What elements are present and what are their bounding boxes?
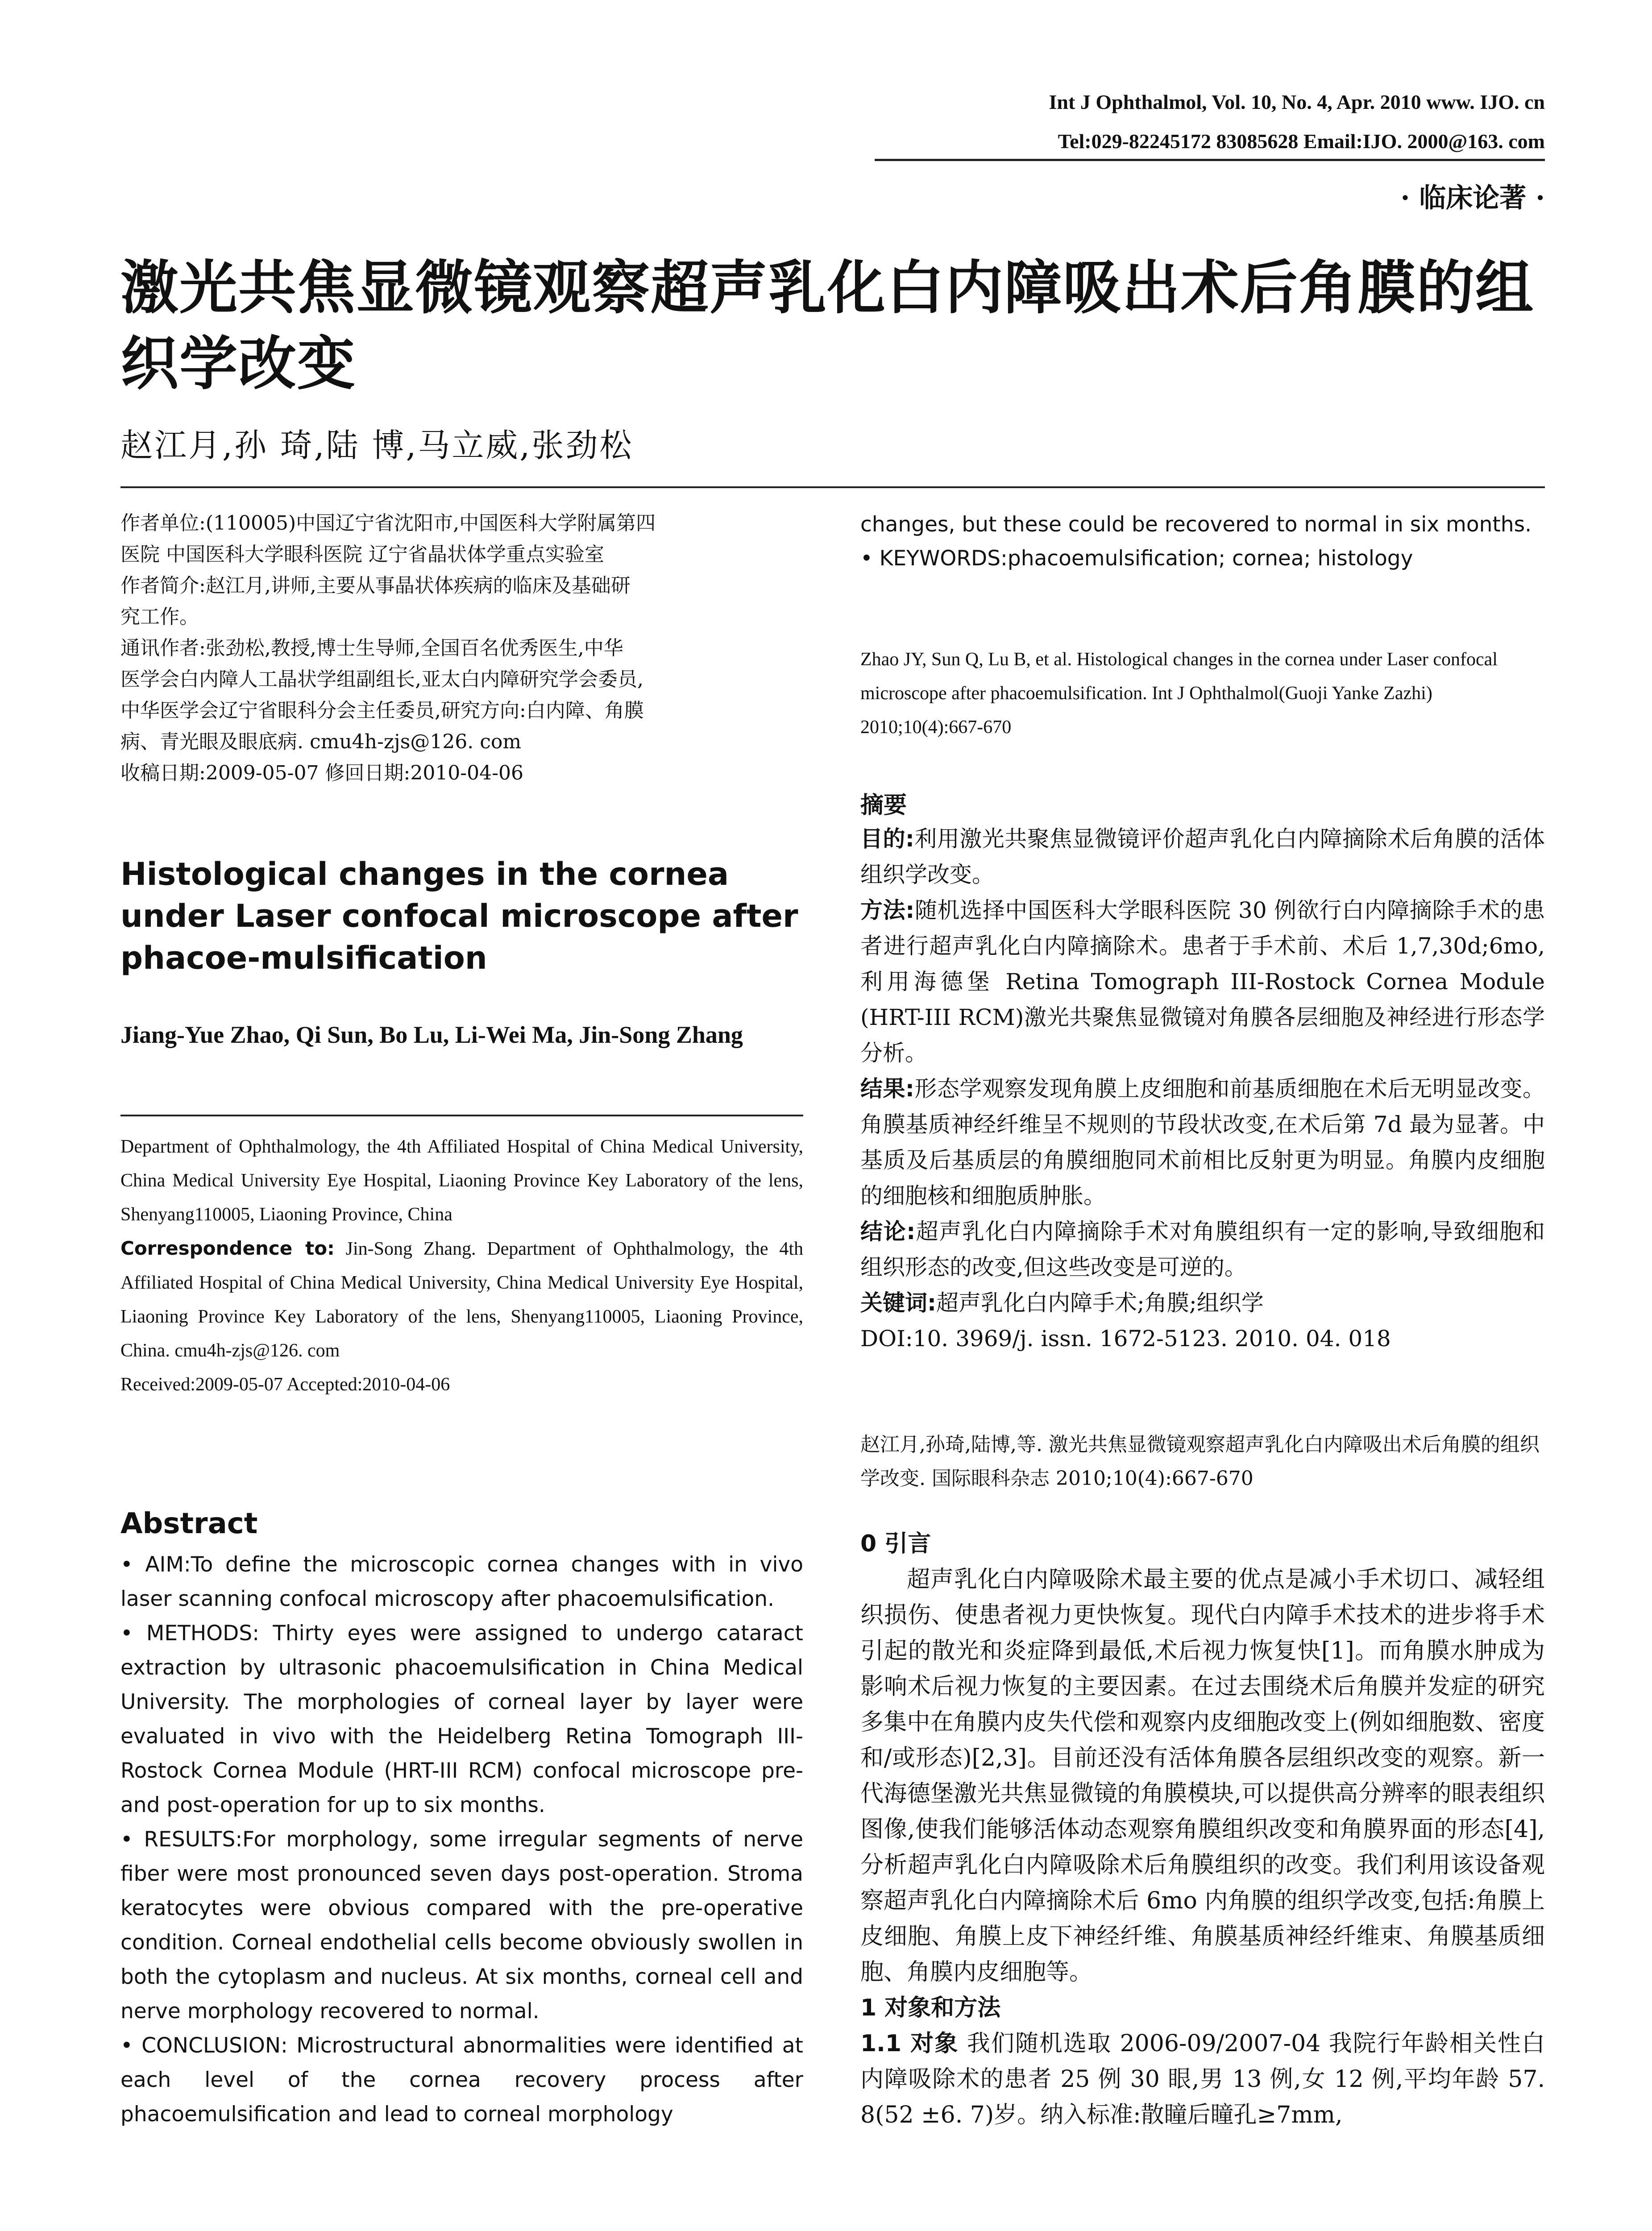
affiliation: Department of Ophthalmology, the 4th Affiliated Hospital of China Medical University, China Medical University Eye Hospital, Liaoning Province Key Laboratory of the lens, Shenyang110005, Liaoning Province, China <box>120 1136 803 1225</box>
abstract-methods <box>120 1616 803 1822</box>
chinese-abstract-heading: 摘要 <box>860 792 907 819</box>
abstract-aim <box>120 1547 803 1616</box>
author-info <box>120 508 803 789</box>
methods-text: Thirty eyes were assigned to undergo cataract extraction by ultrasonic phacoemulsification in China Medical University. The morphologies of corneal layer by layer were evaluated in vivo with the Heidelberg Retina Tomograph III-Rostock Cornea Module (HRT-III RCM) confocal microscope pre- and post-operation for up to six months. <box>120 1621 803 1817</box>
keywords-text: phacoemulsification; cornea; histology <box>1007 546 1413 571</box>
cn-keywords <box>860 1285 1545 1321</box>
info-line: 作者单位:(110005)中国辽宁省沈阳市,中国医科大学附属第四 <box>120 512 656 535</box>
chinese-abstract-body <box>860 821 1545 1356</box>
intro-heading: 0 引言 <box>860 1530 931 1557</box>
subjects-text: 我们随机选取 2006-09/2007-04 我院行年龄相关性白内障吸除术的患者 25 例 30 眼,男 13 例,女 12 例,平均年龄 57. 8(52 ±6. 7)岁。纳入标准:散瞳后瞳孔≥7mm, <box>860 2030 1545 2128</box>
conclusion-continued: changes, but these could be recovered to normal in six months. <box>860 512 1532 537</box>
cn-methods-label: 方法: <box>860 897 915 923</box>
results-text: For morphology, some irregular segments of nerve fiber were most pronounced seven days post-operation. Stroma keratocytes were obvious compared with the pre-operative condition. Corneal endothelial cells become obviously swollen in both the cytoplasm and nucleus. At six months, corneal cell and nerve morphology recovered to normal. <box>120 1827 803 2024</box>
title-divider <box>120 486 1545 488</box>
journal-header-line: Int J Ophthalmol, Vol. 10, No. 4, Apr. 2010 www. IJO. cn <box>1049 91 1545 113</box>
info-line: 病、青光眼及眼底病. cmu4h-zjs@126. com <box>120 730 522 753</box>
affiliation-divider <box>120 1115 803 1116</box>
aim-label: • AIM: <box>120 1552 191 1577</box>
received-dates: Received:2009-05-07 Accepted:2010-04-06 <box>120 1374 450 1395</box>
doi: DOI:10. 3969/j. issn. 1672-5123. 2010. 04. 018 <box>860 1326 1391 1352</box>
article-title: 激光共焦显微镜观察超声乳化白内障吸出术后角膜的组织学改变 <box>120 253 1535 398</box>
subjects-paragraph <box>860 2026 1545 2133</box>
abstract-continued <box>860 508 1545 576</box>
affiliation-block <box>120 1130 803 1402</box>
results-label: • RESULTS: <box>120 1827 243 1852</box>
cn-aim-label: 目的: <box>860 826 914 852</box>
info-line: 医学会白内障人工晶状学组副组长,亚太白内障研究学会委员, <box>120 668 643 691</box>
cn-results <box>860 1071 1545 1214</box>
methods-label: • METHODS: <box>120 1621 260 1646</box>
section-tag: · 临床论著 · <box>1400 182 1545 214</box>
english-authors: Jiang-Yue Zhao, Qi Sun, Bo Lu, Li-Wei Ma, Jin-Song Zhang <box>120 1021 743 1048</box>
cn-methods-text: 随机选择中国医科大学眼科医院 30 例欲行白内障摘除手术的患者进行超声乳化白内障摘除术。患者于手术前、术后 1,7,30d;6mo,利用海德堡 Retina Tomograph III-Rostock Cornea Module (HRT-III RCM)激光共聚焦显微镜对角膜各层细胞及神经进行形态学分析。 <box>860 897 1545 1066</box>
journal-contact-line: Tel:029-82245172 83085628 Email:IJO. 2000@163. com <box>1058 130 1545 153</box>
conclusion-label: • CONCLUSION: <box>120 2033 288 2058</box>
methods-heading: 1 对象和方法 <box>860 1995 1001 2021</box>
cn-conclusion <box>860 1214 1545 1285</box>
cn-results-text: 形态学观察发现角膜上皮细胞和前基质细胞在术后无明显改变。角膜基质神经纤维呈不规则的节段状改变,在术后第 7d 最为显著。中基质及后基质层的角膜细胞同术前相比反射更为明显。角膜内皮细胞的细胞核和细胞质肿胀。 <box>860 1076 1545 1209</box>
chinese-citation <box>860 1428 1545 1496</box>
cn-conclusion-label: 结论: <box>860 1219 916 1244</box>
cn-aim <box>860 821 1545 892</box>
info-line: 收稿日期:2009-05-07 修回日期:2010-04-06 <box>120 762 524 784</box>
info-line: 医院 中国医科大学眼科医院 辽宁省晶状体学重点实验室 <box>120 543 604 566</box>
introduction <box>860 1526 1545 2133</box>
info-line: 通讯作者:张劲松,教授,博士生导师,全国百名优秀医生,中华 <box>120 637 623 659</box>
abstract-conclusion <box>120 2028 803 2131</box>
cn-keywords-text: 超声乳化白内障手术;角膜;组织学 <box>936 1290 1264 1316</box>
correspondence-text: Jin-Song Zhang. Department of Ophthalmology, the 4th Affiliated Hospital of China Medical University, China Medical University Eye Hospital, Liaoning Province Key Laboratory of the lens, Shenyang110005, Liaoning Province, China. cmu4h-zjs@126. com <box>120 1239 803 1361</box>
conclusion-text: Microstructural abnormalities were identified at each level of the cornea recovery process after phacoemulsification and lead to corneal morphology <box>120 2033 803 2127</box>
abstract-heading: Abstract <box>120 1507 258 1540</box>
keywords-label: • KEYWORDS: <box>860 546 1008 571</box>
aim-text: To define the microscopic cornea changes with in vivo laser scanning confocal microscopy after phacoemulsification. <box>120 1552 803 1611</box>
english-citation <box>860 643 1545 744</box>
cn-keywords-label: 关键词: <box>860 1290 936 1316</box>
cn-conclusion-text: 超声乳化白内障摘除手术对角膜组织有一定的影响,导致细胞和组织形态的改变,但这些改变是可逆的。 <box>860 1219 1545 1280</box>
info-line: 究工作。 <box>120 605 199 628</box>
chinese-citation-text: 赵江月,孙琦,陆博,等. 激光共焦显微镜观察超声乳化白内障吸出术后角膜的组织学改变. 国际眼科杂志 2010;10(4):667-670 <box>860 1433 1540 1490</box>
english-title: Histological changes in the cornea under Laser confocal microscope after phacoe-mulsification <box>120 856 798 976</box>
article-authors: 赵江月,孙 琦,陆 博,马立威,张劲松 <box>120 427 634 464</box>
cn-aim-text: 利用激光共聚焦显微镜评价超声乳化白内障摘除术后角膜的活体组织学改变。 <box>860 826 1545 887</box>
correspondence-label: Correspondence to: <box>120 1237 335 1259</box>
abstract-results <box>120 1822 803 2028</box>
subjects-label: 1.1 对象 <box>860 2030 959 2057</box>
english-citation-text: Zhao JY, Sun Q, Lu B, et al. Histological changes in the cornea under Laser confocal microscope after phacoemulsification. Int J Ophthalmol(Guoji Yanke Zazhi) 2010;10(4):667-670 <box>860 649 1498 738</box>
header-divider <box>875 159 1545 161</box>
info-line: 作者简介:赵江月,讲师,主要从事晶状体疾病的临床及基础研 <box>120 574 631 597</box>
abstract-body <box>120 1547 803 2131</box>
cn-methods <box>860 892 1545 1071</box>
intro-body: 超声乳化白内障吸除术最主要的优点是减小手术切口、减轻组织损伤、使患者视力更快恢复。现代白内障手术技术的进步将手术引起的散光和炎症降到最低,术后视力恢复快[1]。而角膜水肿成为影响术后视力恢复的主要因素。在过去围绕术后角膜并发症的研究多集中在角膜内皮失代偿和观察内皮细胞改变上(例如细胞数、密度和/或形态)[2,3]。目前还没有活体角膜各层组织改变的观察。新一代海德堡激光共焦显微镜的角膜模块,可以提供高分辨率的眼表组织图像,使我们能够活体动态观察角膜组织改变和角膜界面的形态[4],分析超声乳化白内障吸除术后角膜组织的改变。我们利用该设备观察超声乳化白内障摘除术后 6mo 内角膜的组织学改变,包括:角膜上皮细胞、角膜上皮下神经纤维、角膜基质神经纤维束、角膜基质细胞、角膜内皮细胞等。 <box>860 1566 1545 1986</box>
correspondence <box>120 1232 803 1368</box>
abstract-keywords <box>860 542 1545 576</box>
info-line: 中华医学会辽宁省眼科分会主任委员,研究方向:白内障、角膜 <box>120 699 644 722</box>
cn-results-label: 结果: <box>860 1076 914 1102</box>
